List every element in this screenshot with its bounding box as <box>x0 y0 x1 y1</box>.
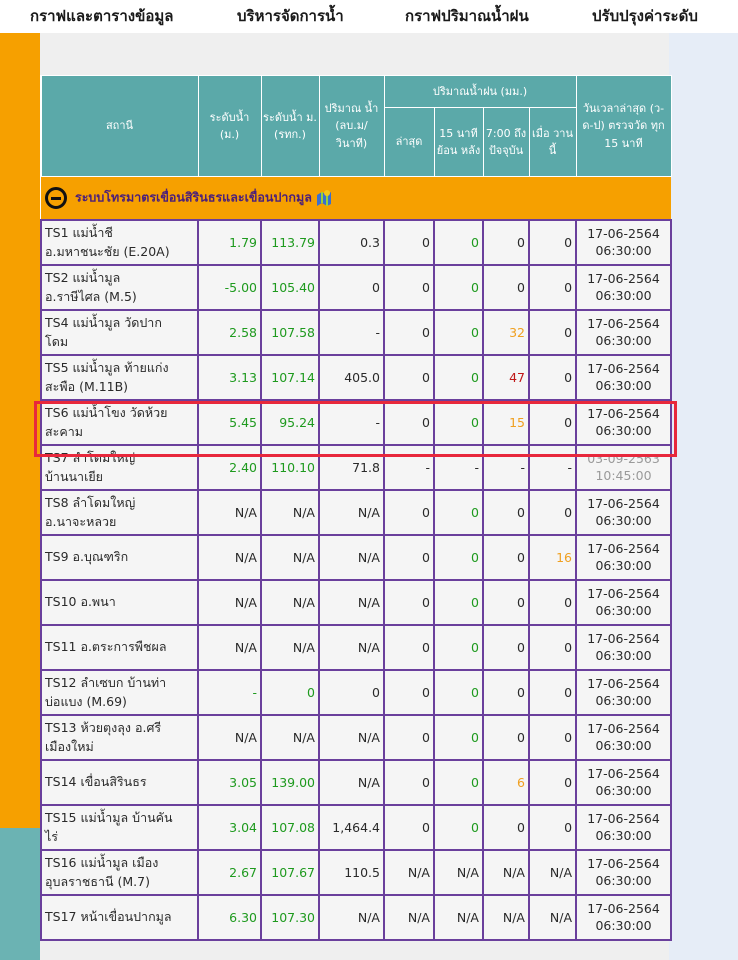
cell-rain-latest: 0 <box>384 400 434 445</box>
cell-rain-15min: 0 <box>434 715 483 760</box>
datetime-cell <box>576 355 671 400</box>
cell-level-msl: 107.58 <box>261 310 319 355</box>
datetime-time: 06:30:00 <box>595 242 652 258</box>
datetime-cell <box>576 625 671 670</box>
station-name: TS17 หน้าเขื่อนปากมูล <box>45 909 172 925</box>
datetime-cell <box>576 760 671 805</box>
cell-flow: N/A <box>319 760 384 805</box>
cell-rain-yesterday: N/A <box>529 895 576 940</box>
table-row <box>41 805 671 850</box>
station-name: TS1 แม่น้ำชี <box>45 225 113 241</box>
cell-rain-yesterday: 0 <box>529 310 576 355</box>
map-icon <box>316 189 332 207</box>
datetime-date: 17-06-2564 <box>587 316 660 332</box>
cell-level-msl: 0 <box>261 670 319 715</box>
cell-flow: - <box>319 310 384 355</box>
cell-flow: 1,464.4 <box>319 805 384 850</box>
cell-rain-since-7am: 0 <box>483 220 529 265</box>
datetime-time: 06:30:00 <box>595 692 652 708</box>
cell-rain-latest: - <box>384 445 434 490</box>
station-name-cell <box>41 310 198 355</box>
table-row <box>41 580 671 625</box>
datetime-cell <box>576 670 671 715</box>
cell-flow: 0.3 <box>319 220 384 265</box>
station-name-cell <box>41 625 198 670</box>
station-name-cell <box>41 535 198 580</box>
collapse-minus-icon[interactable] <box>45 187 67 209</box>
cell-flow: N/A <box>319 490 384 535</box>
table-row <box>41 850 671 895</box>
datetime-date: 17-06-2564 <box>587 496 660 512</box>
cell-rain-15min: 0 <box>434 490 483 535</box>
station-name: TS5 แม่น้ำมูล ท้ายแก่ง <box>45 360 169 376</box>
cell-level: 6.30 <box>198 895 261 940</box>
station-name-cell <box>41 850 198 895</box>
datetime-date: 17-06-2564 <box>587 676 660 692</box>
station-location: บ่อแบง (M.69) <box>45 693 127 709</box>
datetime-time: 06:30:00 <box>595 647 652 663</box>
cell-rain-15min: 0 <box>434 355 483 400</box>
station-name: TS13 ห้วยตุงลุง อ.ศรี <box>45 720 162 736</box>
cell-rain-since-7am: 15 <box>483 400 529 445</box>
station-name: TS15 แม่น้ำมูล บ้านคัน <box>45 810 173 826</box>
station-location: โดม <box>45 333 69 349</box>
datetime-time: 06:30:00 <box>595 602 652 618</box>
cell-level: N/A <box>198 580 261 625</box>
header-level: ระดับน้ำ (ม.) <box>198 76 261 177</box>
header-station: สถานี <box>41 76 198 177</box>
header-flow: ปริมาณ น้ำ (ลบ.ม/ วินาที) <box>319 76 384 177</box>
cell-flow: 110.5 <box>319 850 384 895</box>
cell-rain-15min: 0 <box>434 625 483 670</box>
datetime-cell <box>576 490 671 535</box>
datetime-time: 06:30:00 <box>595 422 652 438</box>
table-row <box>41 265 671 310</box>
cell-rain-since-7am: 0 <box>483 535 529 580</box>
cell-rain-yesterday: 0 <box>529 355 576 400</box>
table-row <box>41 355 671 400</box>
cell-rain-since-7am: 6 <box>483 760 529 805</box>
table-row <box>41 220 671 265</box>
cell-level-msl: N/A <box>261 535 319 580</box>
cell-rain-yesterday: - <box>529 445 576 490</box>
cell-level: N/A <box>198 535 261 580</box>
datetime-date: 17-06-2564 <box>587 811 660 827</box>
datetime-cell <box>576 310 671 355</box>
cell-rain-since-7am: 0 <box>483 670 529 715</box>
cell-level-msl: 110.10 <box>261 445 319 490</box>
datetime-time: 06:30:00 <box>595 377 652 393</box>
cell-rain-yesterday: 0 <box>529 265 576 310</box>
cell-level-msl: N/A <box>261 490 319 535</box>
group-row <box>41 177 671 221</box>
cell-rain-yesterday: 0 <box>529 760 576 805</box>
cell-flow: N/A <box>319 580 384 625</box>
station-name-cell <box>41 805 198 850</box>
station-name: TS8 ลำโดมใหญ่ <box>45 495 136 511</box>
cell-rain-latest: 0 <box>384 265 434 310</box>
right-side-panel <box>669 33 738 960</box>
cell-level-msl: N/A <box>261 580 319 625</box>
cell-level: N/A <box>198 715 261 760</box>
cell-rain-latest: 0 <box>384 805 434 850</box>
datetime-date: 17-06-2564 <box>587 361 660 377</box>
station-name: TS6 แม่น้ำโขง วัดห้วย <box>45 405 168 421</box>
cell-rain-15min: 0 <box>434 760 483 805</box>
nav-water-management[interactable]: บริหารจัดการน้ำ <box>237 7 344 25</box>
station-location: เมืองใหม่ <box>45 738 94 754</box>
table-row <box>41 895 671 940</box>
datetime-date: 17-06-2564 <box>587 226 660 242</box>
cell-flow: 71.8 <box>319 445 384 490</box>
station-location: อ.นาจะหลวย <box>45 513 117 529</box>
cell-flow: N/A <box>319 535 384 580</box>
cell-rain-15min: 0 <box>434 400 483 445</box>
cell-rain-15min: 0 <box>434 805 483 850</box>
station-name-cell <box>41 580 198 625</box>
cell-level-msl: 139.00 <box>261 760 319 805</box>
datetime-cell <box>576 580 671 625</box>
cell-flow: 0 <box>319 265 384 310</box>
cell-rain-latest: 0 <box>384 760 434 805</box>
datetime-cell <box>576 220 671 265</box>
datetime-cell <box>576 895 671 940</box>
cell-rain-15min: 0 <box>434 670 483 715</box>
datetime-cell <box>576 535 671 580</box>
cell-flow: N/A <box>319 715 384 760</box>
station-location: อ.ราษีไศล (M.5) <box>45 288 137 304</box>
cell-rain-yesterday: 16 <box>529 535 576 580</box>
station-name-cell <box>41 355 198 400</box>
station-location: อ.มหาชนะชัย (E.20A) <box>45 243 170 259</box>
cell-rain-since-7am: N/A <box>483 850 529 895</box>
cell-rain-since-7am: N/A <box>483 895 529 940</box>
cell-level: 2.58 <box>198 310 261 355</box>
station-location: สะคาม <box>45 423 83 439</box>
datetime-date: 17-06-2564 <box>587 901 660 917</box>
cell-level: 5.45 <box>198 400 261 445</box>
cell-rain-yesterday: 0 <box>529 715 576 760</box>
datetime-date: 17-06-2564 <box>587 721 660 737</box>
cell-rain-since-7am: 0 <box>483 580 529 625</box>
datetime-time: 06:30:00 <box>595 917 652 933</box>
cell-rain-since-7am: 0 <box>483 490 529 535</box>
cell-level-msl: 105.40 <box>261 265 319 310</box>
cell-rain-15min: 0 <box>434 310 483 355</box>
cell-rain-since-7am: 32 <box>483 310 529 355</box>
left-teal-sidebar <box>0 828 40 960</box>
cell-rain-since-7am: 0 <box>483 715 529 760</box>
cell-rain-yesterday: 0 <box>529 220 576 265</box>
cell-rain-latest: 0 <box>384 355 434 400</box>
cell-flow: N/A <box>319 895 384 940</box>
cell-rain-since-7am: 0 <box>483 805 529 850</box>
station-location: อุบลราชธานี (M.7) <box>45 873 150 889</box>
cell-rain-15min: 0 <box>434 580 483 625</box>
cell-rain-latest: N/A <box>384 850 434 895</box>
cell-rain-latest: 0 <box>384 670 434 715</box>
cell-rain-yesterday: 0 <box>529 670 576 715</box>
cell-level: 3.05 <box>198 760 261 805</box>
datetime-cell <box>576 265 671 310</box>
datetime-date: 17-06-2564 <box>587 766 660 782</box>
station-location: บ้านนาเยีย <box>45 468 103 484</box>
header-rain-latest: ล่าสุด <box>384 108 434 177</box>
nav-rainfall-chart[interactable]: กราฟปริมาณน้ำฝน <box>405 7 529 25</box>
datetime-cell <box>576 805 671 850</box>
table-top-spacer <box>40 33 669 75</box>
highlight-frame-ts6 <box>34 401 677 457</box>
cell-rain-yesterday: N/A <box>529 850 576 895</box>
datetime-time: 10:45:00 <box>595 467 652 483</box>
station-name: TS4 แม่น้ำมูล วัดปาก <box>45 315 162 331</box>
cell-rain-15min: - <box>434 445 483 490</box>
cell-level-msl: 113.79 <box>261 220 319 265</box>
cell-level: -5.00 <box>198 265 261 310</box>
cell-rain-yesterday: 0 <box>529 400 576 445</box>
datetime-cell <box>576 715 671 760</box>
station-name: TS12 ลำเซบก บ้านท่า <box>45 675 167 691</box>
cell-rain-yesterday: 0 <box>529 625 576 670</box>
table-row <box>41 490 671 535</box>
datetime-time: 06:30:00 <box>595 512 652 528</box>
cell-level: 3.13 <box>198 355 261 400</box>
cell-level-msl: 107.67 <box>261 850 319 895</box>
cell-rain-since-7am: 0 <box>483 625 529 670</box>
cell-rain-15min: 0 <box>434 265 483 310</box>
cell-rain-yesterday: 0 <box>529 490 576 535</box>
header-datetime: วันเวลาล่าสุด (ว-ด-ป) ตรวจวัด ทุก 15 นาที <box>576 76 671 177</box>
datetime-time: 06:30:00 <box>595 737 652 753</box>
cell-level-msl: N/A <box>261 715 319 760</box>
station-name-cell <box>41 490 198 535</box>
datetime-time: 06:30:00 <box>595 782 652 798</box>
cell-rain-since-7am: - <box>483 445 529 490</box>
cell-rain-yesterday: 0 <box>529 580 576 625</box>
datetime-date: 17-06-2564 <box>587 631 660 647</box>
station-name-cell <box>41 760 198 805</box>
station-name-cell <box>41 265 198 310</box>
datetime-time: 06:30:00 <box>595 827 652 843</box>
cell-rain-latest: 0 <box>384 310 434 355</box>
cell-level-msl: 107.14 <box>261 355 319 400</box>
cell-rain-latest: N/A <box>384 895 434 940</box>
station-name-cell <box>41 895 198 940</box>
header-rain-yesterday: เมื่อ วานนี้ <box>529 108 576 177</box>
station-data-table <box>40 75 672 941</box>
cell-level: N/A <box>198 490 261 535</box>
cell-flow: 0 <box>319 670 384 715</box>
cell-flow: 405.0 <box>319 355 384 400</box>
cell-rain-15min: N/A <box>434 850 483 895</box>
station-name: TS11 อ.ตระการพืชผล <box>45 639 167 655</box>
header-rain-since-7am: 7:00 ถึง ปัจจุบัน <box>483 108 529 177</box>
station-name: TS16 แม่น้ำมูล เมือง <box>45 855 159 871</box>
cell-level: 2.40 <box>198 445 261 490</box>
datetime-date: 17-06-2564 <box>587 541 660 557</box>
cell-level: - <box>198 670 261 715</box>
datetime-date: 17-06-2564 <box>587 406 660 422</box>
cell-level: 1.79 <box>198 220 261 265</box>
cell-rain-15min: N/A <box>434 895 483 940</box>
station-name: TS2 แม่น้ำมูล <box>45 270 121 286</box>
datetime-time: 06:30:00 <box>595 872 652 888</box>
station-name: TS10 อ.พนา <box>45 594 116 610</box>
cell-rain-latest: 0 <box>384 490 434 535</box>
cell-flow: N/A <box>319 625 384 670</box>
station-name-cell <box>41 715 198 760</box>
datetime-date: 17-06-2564 <box>587 271 660 287</box>
table-row <box>41 670 671 715</box>
cell-rain-latest: 0 <box>384 535 434 580</box>
cell-level-msl: 107.30 <box>261 895 319 940</box>
header-rain-15min: 15 นาที ย้อน หลัง <box>434 108 483 177</box>
cell-level-msl: N/A <box>261 625 319 670</box>
table-row <box>41 715 671 760</box>
top-navigation <box>0 0 738 34</box>
cell-rain-latest: 0 <box>384 715 434 760</box>
cell-rain-latest: 0 <box>384 625 434 670</box>
cell-level: N/A <box>198 625 261 670</box>
table-row <box>41 535 671 580</box>
station-name-cell <box>41 220 198 265</box>
station-name: TS14 เขื่อนสิรินธร <box>45 774 147 790</box>
station-name: TS9 อ.บุณฑริก <box>45 549 129 565</box>
header-level-msl: ระดับน้ำ ม.(รทก.) <box>261 76 319 177</box>
cell-rain-since-7am: 0 <box>483 265 529 310</box>
datetime-date: 17-06-2564 <box>587 586 660 602</box>
cell-level: 3.04 <box>198 805 261 850</box>
table-row <box>41 310 671 355</box>
cell-level-msl: 107.08 <box>261 805 319 850</box>
group-title: ระบบโทรมาตรเขื่อนสิรินธรและเขื่อนปากมูล <box>75 189 312 205</box>
station-location: ไร่ <box>45 828 59 844</box>
cell-level-msl: 95.24 <box>261 400 319 445</box>
datetime-time: 06:30:00 <box>595 287 652 303</box>
station-location: สะพือ (M.11B) <box>45 378 129 394</box>
cell-level: 2.67 <box>198 850 261 895</box>
cell-rain-latest: 0 <box>384 220 434 265</box>
table-row <box>41 760 671 805</box>
cell-rain-15min: 0 <box>434 535 483 580</box>
cell-flow: - <box>319 400 384 445</box>
table-row <box>41 625 671 670</box>
datetime-time: 06:30:00 <box>595 557 652 573</box>
cell-rain-latest: 0 <box>384 580 434 625</box>
datetime-cell <box>576 850 671 895</box>
group-cell <box>41 177 671 221</box>
cell-rain-yesterday: 0 <box>529 805 576 850</box>
header-rain-group: ปริมาณน้ำฝน (มม.) <box>384 76 576 108</box>
datetime-date: 17-06-2564 <box>587 856 660 872</box>
station-name-cell <box>41 670 198 715</box>
datetime-time: 06:30:00 <box>595 332 652 348</box>
nav-charts-tables[interactable]: กราฟและตารางข้อมูล <box>30 7 174 25</box>
cell-rain-15min: 0 <box>434 220 483 265</box>
cell-rain-since-7am: 47 <box>483 355 529 400</box>
station-name: TS7 ลำโดมใหญ่ <box>45 450 136 466</box>
nav-level-adjustment[interactable]: ปรับปรุงค่าระดับ <box>592 7 698 25</box>
datetime-date: 03-09-2563 <box>587 451 660 467</box>
